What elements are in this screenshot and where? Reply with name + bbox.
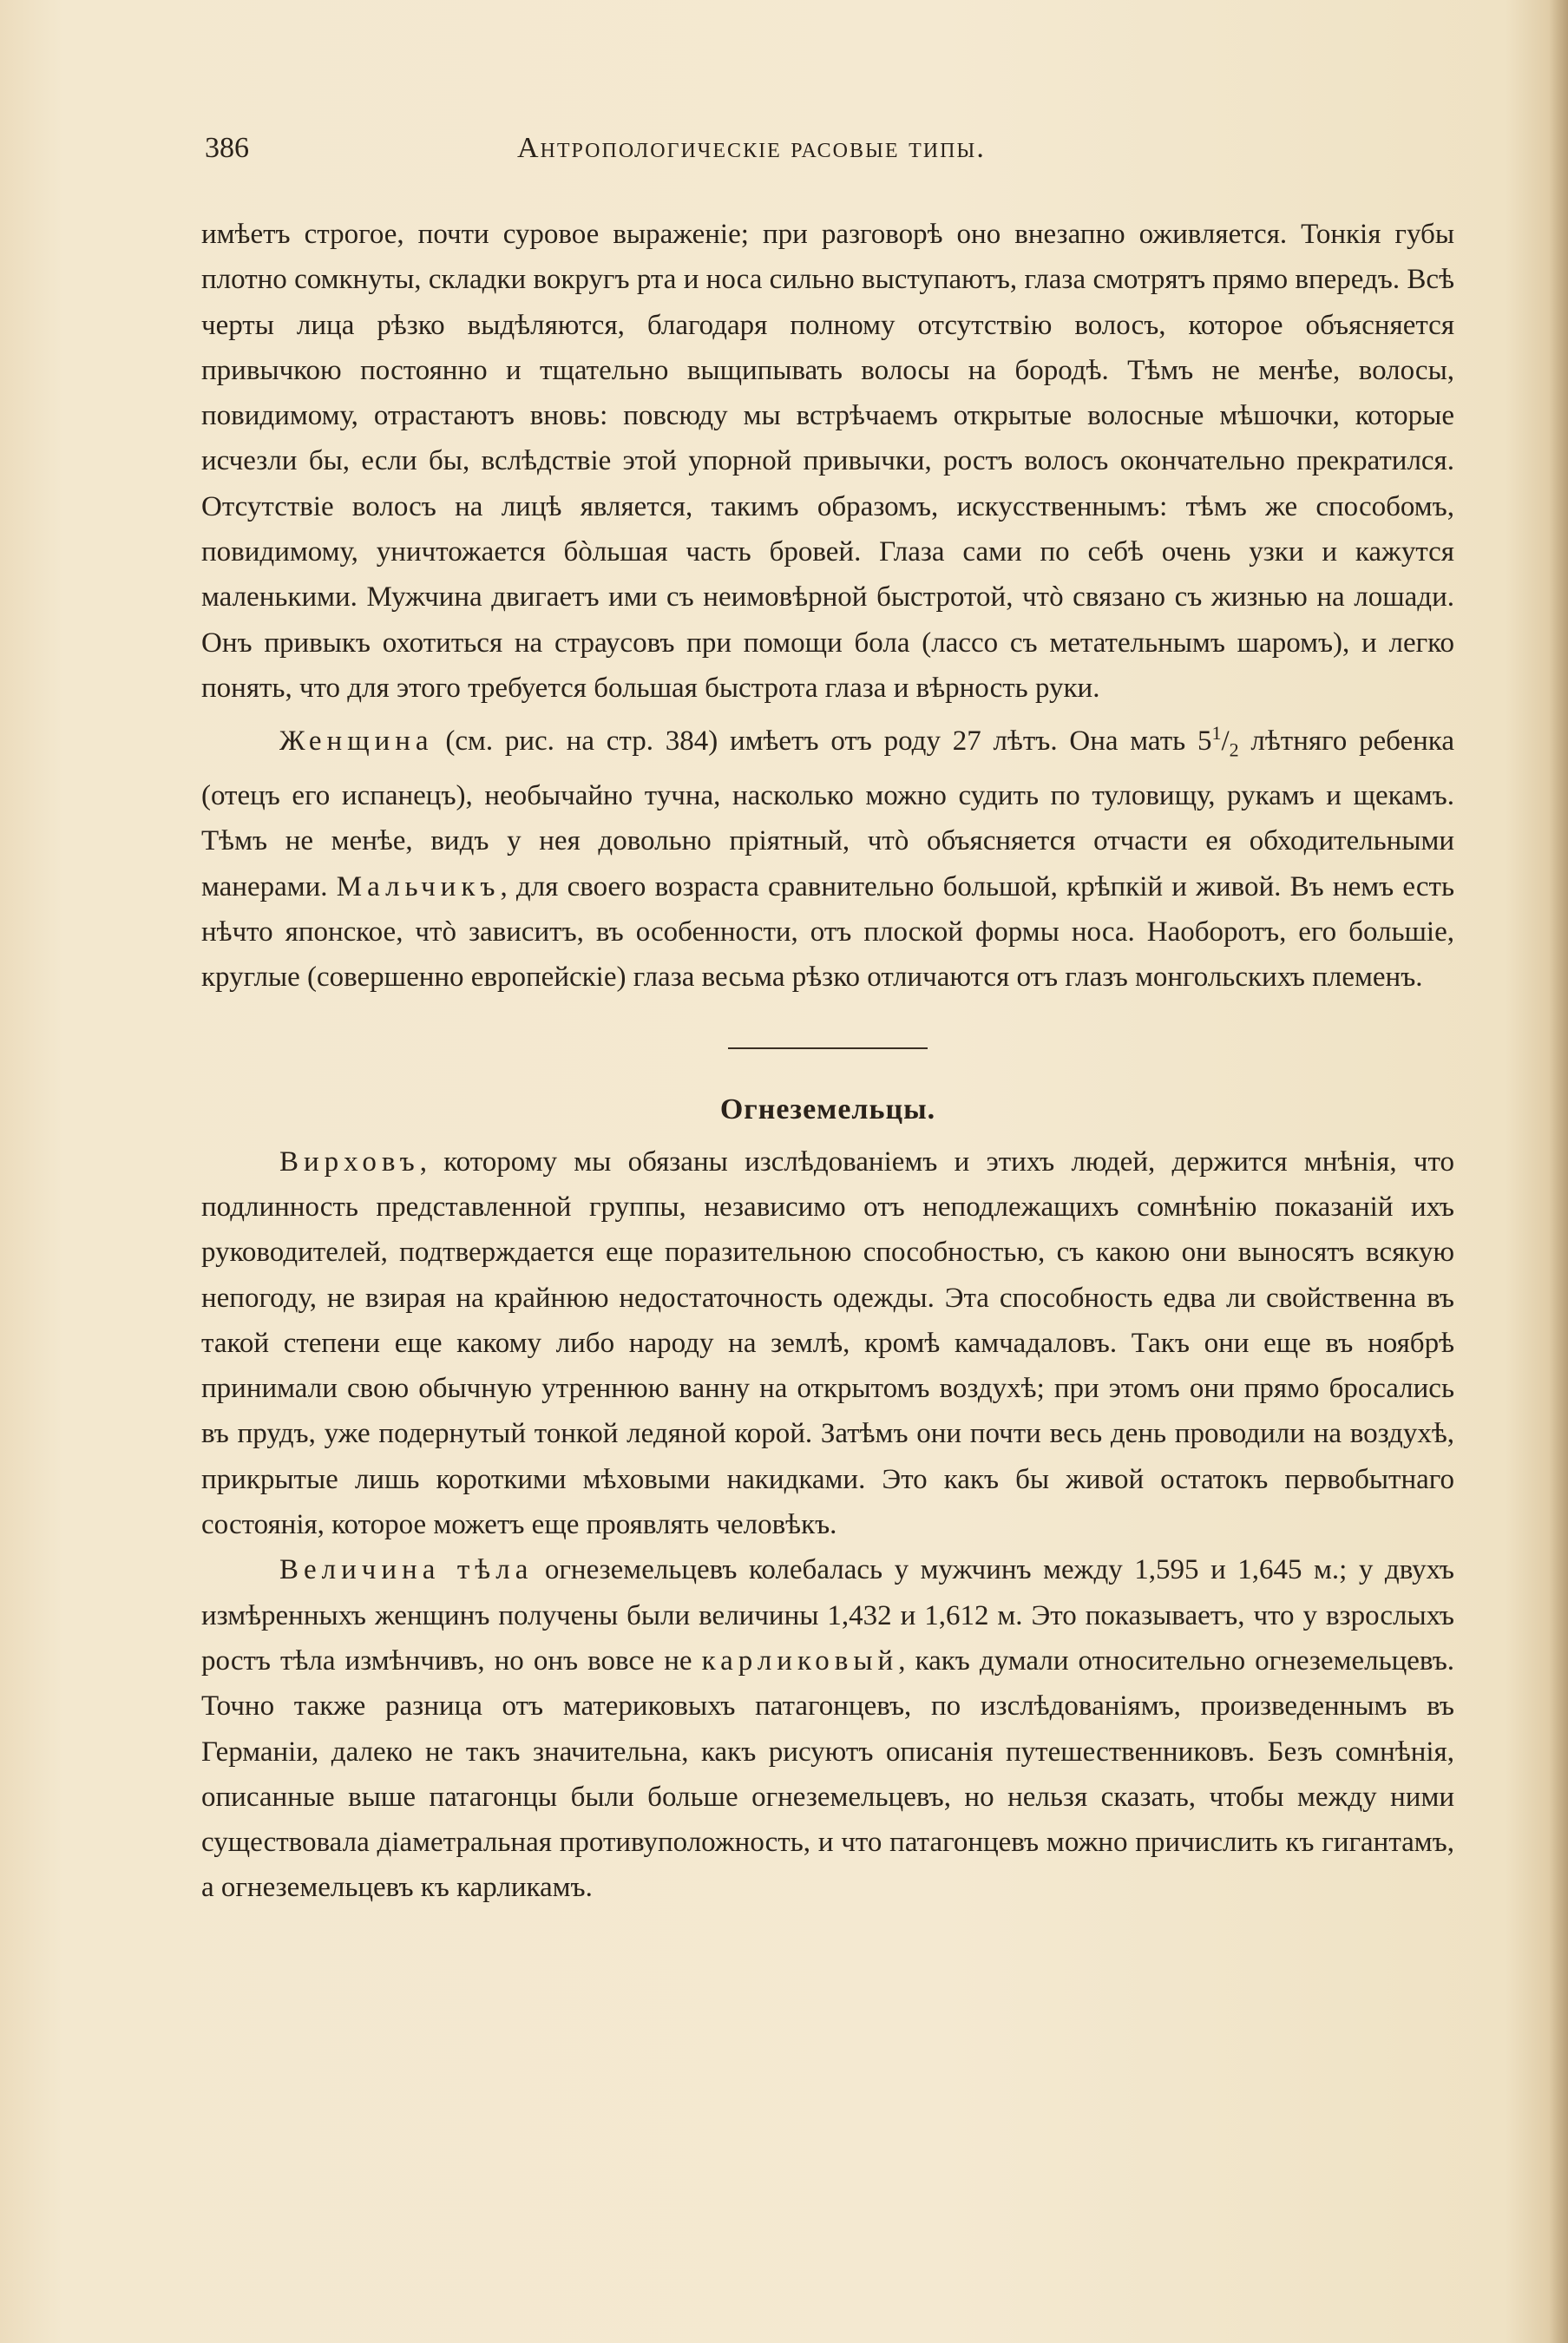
spaced-term-body-size: Величина тѣла — [279, 1554, 534, 1586]
paragraph-text: , какъ думали относительно огнеземельцевъ. Точно также разница отъ материковыхъ патагонцевъ, по изслѣдованіямъ, произведеннымъ въ Германіи, далеко не такъ значительна, какъ рисуютъ описанія путешественниковъ. Безъ сомнѣнія, описанные выше патагонцы были больше огнеземельцевъ, но нельзя сказать, чтобы между ними существовала діаметральная противуположность, и что патагонцевъ можно причислить къ гигантамъ, а огнеземельцевъ къ карликамъ. — [201, 1644, 1455, 1904]
paragraph-text: , которому мы обязаны изслѣдованіемъ и этихъ людей, держится мнѣнія, что подлинность представленной группы, независимо отъ неподлежащихъ сомнѣнію показаній ихъ руководителей, подтверждается еще поразительною способностью, съ какою они выносятъ всякую непогоду, не взирая на крайнюю недостаточность одежды. Эта способность едва ли свойственна въ такой степени еще какому либо народу на землѣ, кромѣ камчадаловъ. Такъ они еще въ ноябрѣ принимали свою обычную утреннюю ванну на открытомъ воздухѣ; при этомъ они прямо бросались въ прудъ, уже подернутый тонкой ледяной корой. Затѣмъ они почти весь день проводили на воздухѣ, прикрытые лишь короткими мѣховыми накидками. Это какъ бы живой остатокъ первобытнаго состоянія, которое можетъ еще проявлять человѣкъ. — [201, 1145, 1454, 1541]
running-head: Антропологическіе расовые типы. — [517, 132, 986, 164]
spaced-term-boy: Мальчикъ — [336, 870, 501, 902]
section-divider — [728, 1047, 928, 1049]
spaced-term-woman: Женщина — [279, 725, 434, 758]
fraction-numerator: 1 — [1211, 722, 1222, 745]
fraction-age: $5^1/_2$ — [1197, 722, 1239, 761]
paragraph-body-size — [201, 1547, 1454, 1910]
paragraph-continuation: имѣетъ строгое, почти суровое выраженіе; при разговорѣ оно внезапно оживляется. Тонкія губы плотно сомкнуты, складки вокругъ рта и носа сильно выступаютъ, глаза смотрятъ прямо впередъ. Всѣ черты лица рѣзко выдѣляются, благодаря полному отсутствію волосъ, которое объясняется привычкою постоянно и тщательно выщипывать волосы на бородѣ. Тѣмъ не менѣе, волосы, повидимому, отрастаютъ вновь: повсюду мы встрѣчаемъ открытые волосные мѣшочки, которые исчезли бы, если бы, вслѣдствіе этой упорной привычки, ростъ волосъ окончательно прекратился. Отсутствіе волосъ на лицѣ является, такимъ образомъ, искусственнымъ: тѣмъ же способомъ, повидимому, уничтожается бòльшая часть бровей. Глаза сами по себѣ очень узки и кажутся маленькими. Мужчина двигаетъ ими съ неимовѣрной быстротой, чтò связано съ жизнью на лошади. Онъ привыкъ охотиться на страусовъ при помощи бола (лассо съ метательнымъ шаромъ), и легко понять, что для этого требуется большая быстрота глаза и вѣрность руки. — [201, 219, 1454, 704]
page-header — [205, 132, 1454, 165]
paragraph-text: лѣтняго ребенка (отецъ его испанецъ), необычайно тучна, насколько можно судить по туловищу, рукамъ и щекамъ. Тѣмъ не менѣе, видъ у нея довольно пріятный, чтò объясняется отчасти ея обходительными манерами. — [201, 725, 1454, 902]
fraction-whole: 5 — [1197, 725, 1212, 758]
page-number: 386 — [205, 132, 249, 164]
spaced-term-virchow: Вирховъ — [279, 1145, 420, 1178]
page-edge-shadow — [1549, 0, 1568, 2343]
paragraph-text: огнеземельцевъ колебалась у мужчинъ между 1,595 и 1,645 м.; у двухъ измѣренныхъ женщинъ получены были величины 1,432 и 1,612 м. Это показываетъ, что у взрослыхъ ростъ тѣла измѣнчивъ, но онъ вовсе не — [201, 1554, 1454, 1677]
paragraph-woman — [201, 711, 1454, 1000]
body-text — [201, 212, 1454, 1911]
paragraph-text: (см. рис. на стр. 384) имѣетъ отъ роду 27 лѣтъ. Она мать — [433, 725, 1197, 758]
paragraph-text: , для своего возраста сравнительно большой, крѣпкій и живой. Въ немъ есть нѣчто японское, чтò зависитъ, въ особенности, отъ плоской формы носа. Наоборотъ, его большіе, круглые (совершенно европейскіе) глаза весьма рѣзко отличаются отъ глазъ монгольскихъ племенъ. — [201, 870, 1454, 994]
paragraph-virchow — [201, 1139, 1454, 1548]
fraction-denominator: 2 — [1229, 738, 1239, 761]
spaced-term-dwarf: карликовый — [701, 1644, 899, 1677]
section-title: Огнеземельцы. — [719, 1093, 936, 1126]
